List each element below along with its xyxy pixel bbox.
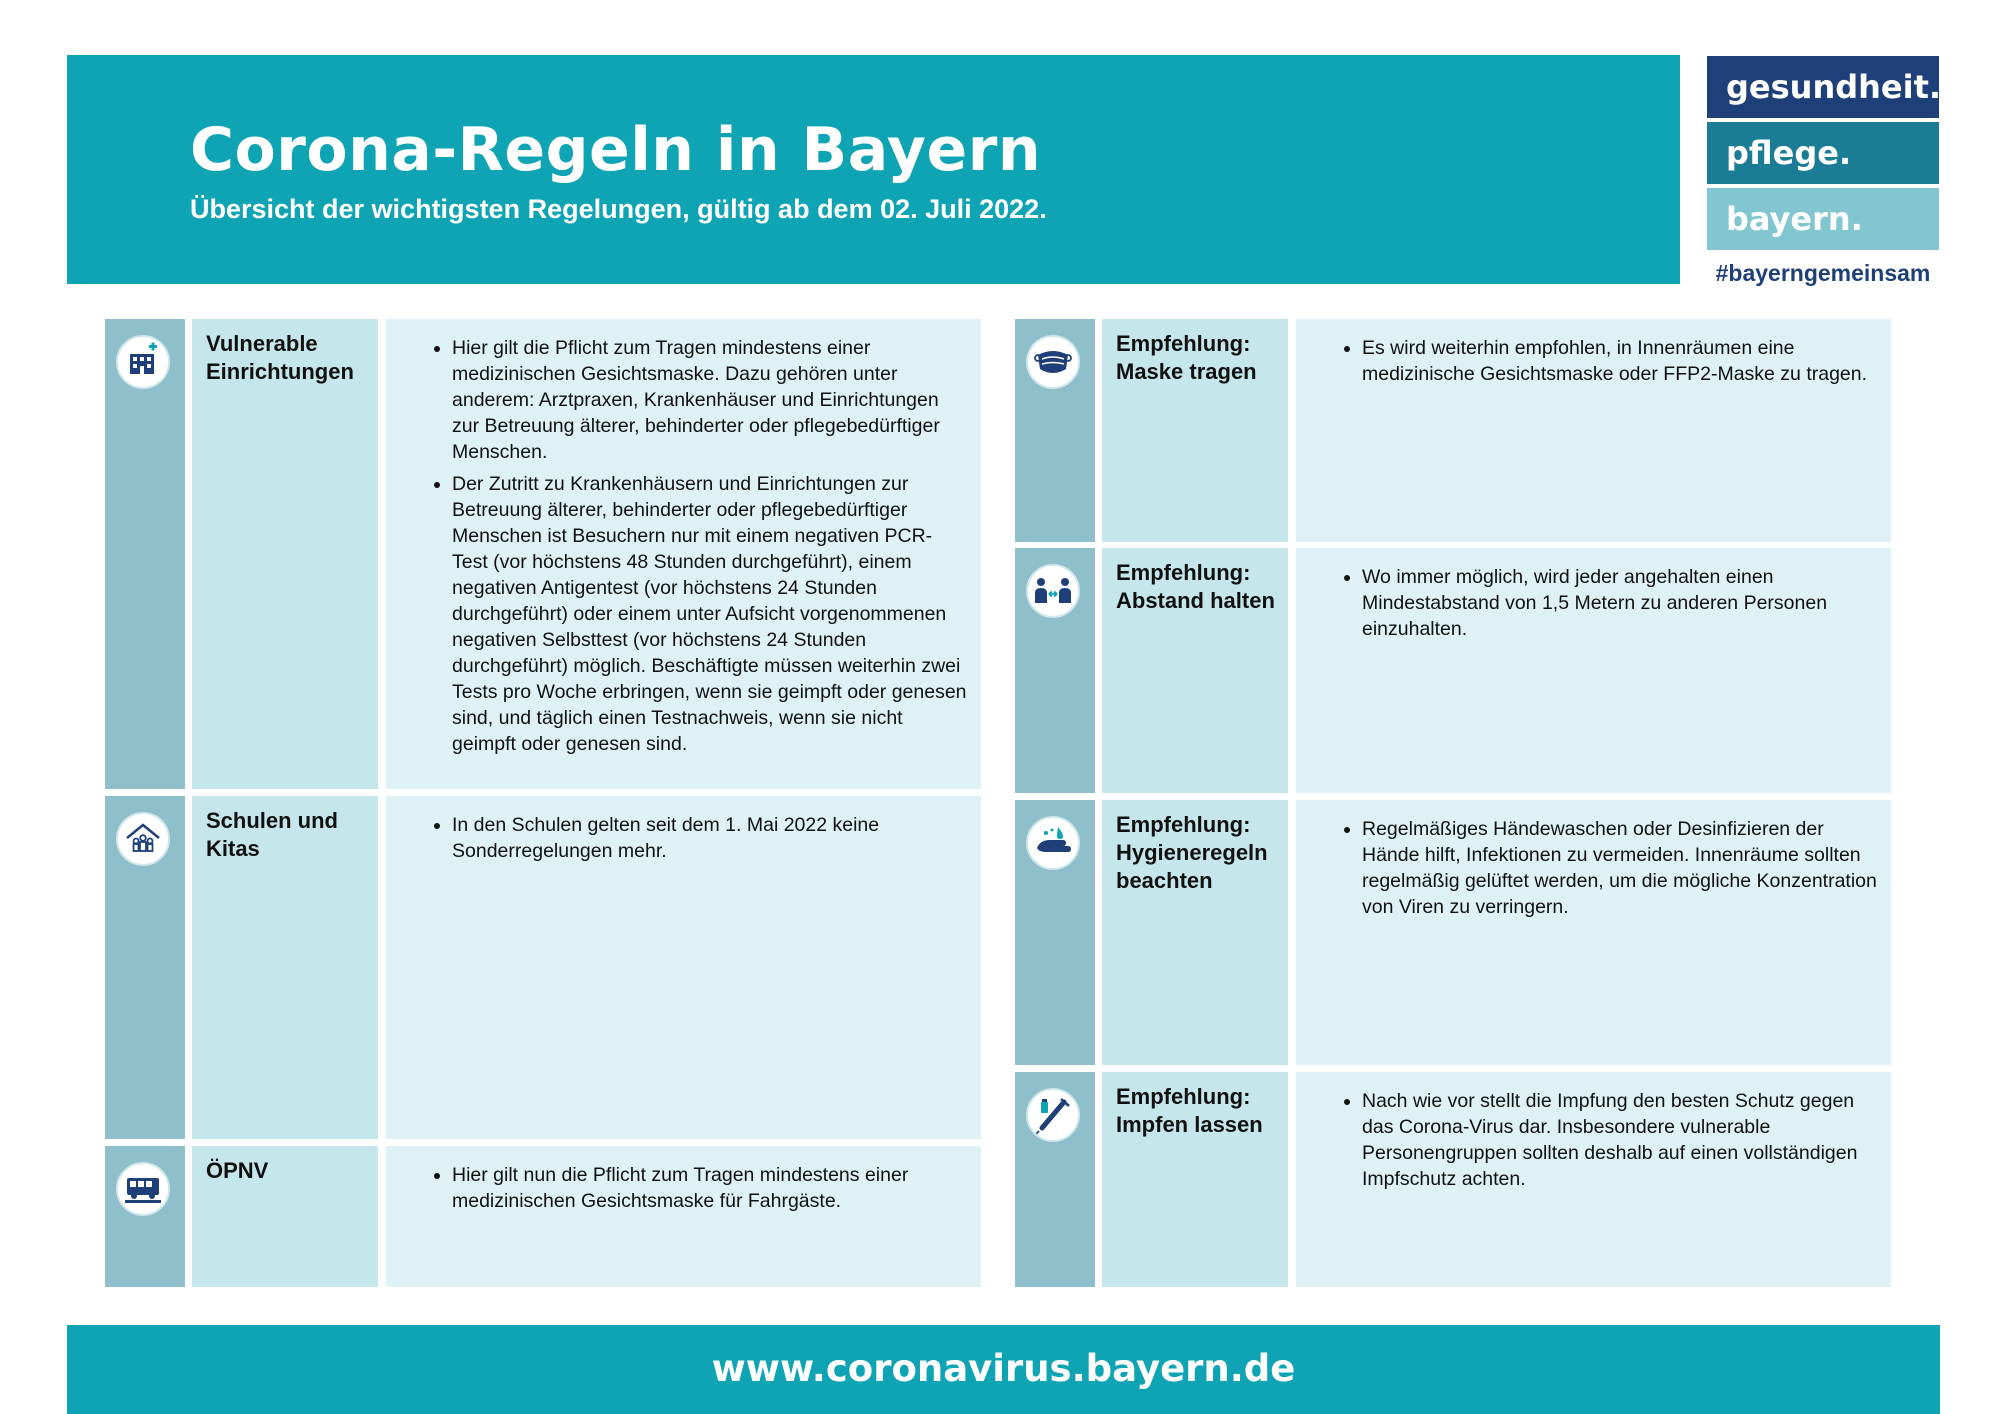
rules-column-left	[105, 319, 981, 1287]
logo-line-pflege: pflege.	[1707, 122, 1939, 184]
vaccine-icon	[1026, 1088, 1080, 1142]
rule-strip	[1015, 319, 1095, 542]
mask-icon	[1026, 335, 1080, 389]
rule-row	[1015, 800, 1891, 1065]
rule-bullet: • Regelmäßiges Händewaschen oder Desinfizieren der Hände hilft, Infektionen zu vermeiden. Innenräume sollten regelmäßig gelüftet werden, um die mögliche Konzentration von Viren zu verringern.	[1362, 816, 1877, 920]
rule-bullet-list	[1340, 1088, 1877, 1192]
rule-row	[1015, 319, 1891, 542]
rule-bullet-list	[1340, 816, 1877, 920]
rule-bullet: • Wo immer möglich, wird jeder angehalten einen Mindestabstand von 1,5 Metern zu anderen Personen einzuhalten.	[1362, 564, 1877, 642]
rule-row	[105, 319, 981, 789]
rule-bullet-list	[1340, 564, 1877, 642]
rule-label: ÖPNV	[192, 1146, 378, 1287]
rule-bullet: • Der Zutritt zu Krankenhäusern und Einrichtungen zur Betreuung älterer, behinderter oder pflegebedürftiger Menschen ist Besuchern nur mit einem negativen PCR-Test (vor höchstens 48 Stunden durchgeführt), einem negativen Antigentest (vor höchstens 24 Stunden durchgeführt) oder einem unter Aufsicht vorgenommenen negativen Selbsttest (vor höchstens 24 Stunden durchgeführt) möglich. Beschäftigte müssen weiterhin zwei Tests pro Woche erbringen, wenn sie geimpft oder genesen sind, und täglich einen Testnachweis, wenn sie nicht geimpft oder genesen sind.	[452, 471, 967, 757]
rule-bullet: • Hier gilt die Pflicht zum Tragen mindestens einer medizinischen Gesichtsmaske. Dazu gehören unter anderem: Arztpraxen, Krankenhäuser und Einrichtungen zur Betreuung älterer, behinderter oder pflegebedürftiger Menschen.	[452, 335, 967, 465]
page-subtitle: Übersicht der wichtigsten Regelungen, gültig ab dem 02. Juli 2022.	[190, 194, 1047, 224]
rule-bullet-list	[430, 335, 967, 757]
bus-icon	[116, 1162, 170, 1216]
rule-content	[1296, 319, 1891, 542]
logo-line-bayern: bayern.	[1707, 188, 1939, 250]
rule-strip	[1015, 548, 1095, 793]
rule-content	[386, 796, 981, 1139]
rule-row	[1015, 1072, 1891, 1287]
school-icon	[116, 812, 170, 866]
rule-label: Empfehlung: Abstand halten	[1102, 548, 1288, 793]
rule-bullet: • Es wird weiterhin empfohlen, in Innenräumen eine medizinische Gesichtsmaske oder FFP2-Maske zu tragen.	[1362, 335, 1877, 387]
rule-row	[1015, 548, 1891, 793]
logo	[1707, 56, 1942, 254]
rule-label: Empfehlung: Hygieneregeln beachten	[1102, 800, 1288, 1065]
rule-row	[105, 796, 981, 1139]
header-banner	[67, 55, 1680, 284]
rule-bullet: • In den Schulen gelten seit dem 1. Mai 2022 keine Sonderregelungen mehr.	[452, 812, 967, 864]
rule-content	[386, 319, 981, 789]
rule-bullet-list	[430, 812, 967, 864]
hashtag: #bayerngemeinsam	[1715, 260, 1931, 286]
distance-icon	[1026, 564, 1080, 618]
rule-content	[1296, 548, 1891, 793]
rules-column-right	[1015, 319, 1891, 1287]
rule-content	[386, 1146, 981, 1287]
rule-label: Empfehlung: Maske tragen	[1102, 319, 1288, 542]
rule-label: Schulen und Kitas	[192, 796, 378, 1139]
rule-strip	[1015, 800, 1095, 1065]
rule-strip	[105, 319, 185, 789]
rule-strip	[1015, 1072, 1095, 1287]
rule-strip	[105, 1146, 185, 1287]
rule-bullet: • Nach wie vor stellt die Impfung den besten Schutz gegen das Corona-Virus dar. Insbesondere vulnerable Personengruppen sollten deshalb auf einen vollständigen Impfschutz achten.	[1362, 1088, 1877, 1192]
rule-label: Vulnerable Einrichtungen	[192, 319, 378, 789]
page-title: Corona-Regeln in Bayern	[190, 115, 1042, 185]
rule-bullet-list	[430, 1162, 967, 1214]
rule-content	[1296, 1072, 1891, 1287]
rule-bullet: • Hier gilt nun die Pflicht zum Tragen mindestens einer medizinischen Gesichtsmaske für Fahrgäste.	[452, 1162, 967, 1214]
footer-banner	[67, 1325, 1940, 1414]
rule-label: Empfehlung: Impfen lassen	[1102, 1072, 1288, 1287]
rule-strip	[105, 796, 185, 1139]
rule-content	[1296, 800, 1891, 1065]
handwash-icon	[1026, 816, 1080, 870]
hospital-icon	[116, 335, 170, 389]
footer-url-link[interactable]: www.coronavirus.bayern.de	[711, 1347, 1296, 1390]
rule-row	[105, 1146, 981, 1287]
logo-line-gesundheit: gesundheit.	[1707, 56, 1939, 118]
rule-bullet-list	[1340, 335, 1877, 387]
